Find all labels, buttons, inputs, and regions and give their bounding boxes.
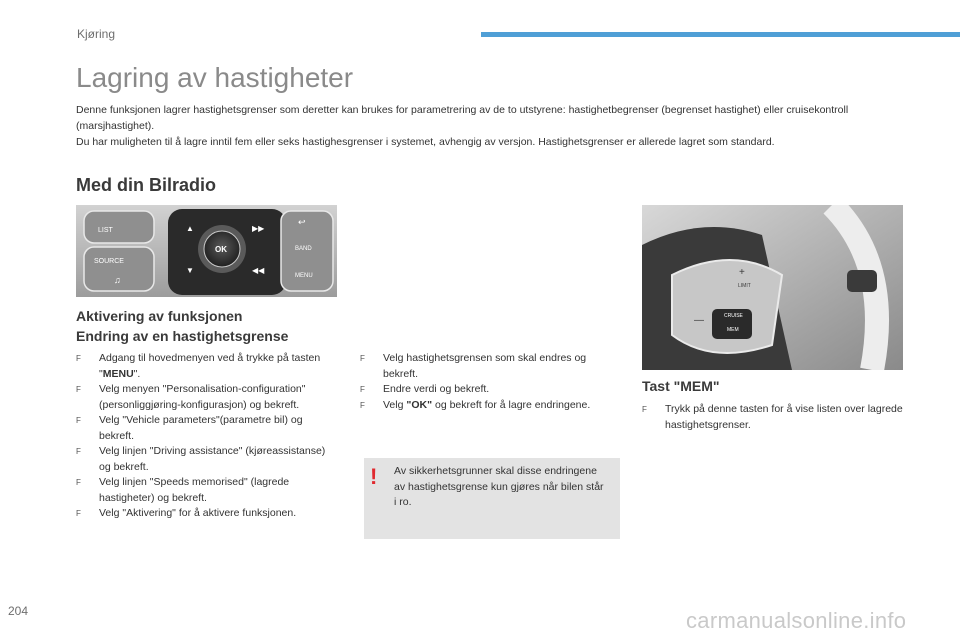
- steering-wheel-illustration: [642, 205, 903, 370]
- fast-forward-icon: ▶▶: [252, 224, 265, 233]
- minus-icon: —: [694, 315, 704, 326]
- section-heading: Med din Bilradio: [76, 175, 217, 195]
- activation-heading: Aktivering av funksjonen: [76, 308, 243, 324]
- key-name: "OK": [406, 398, 433, 411]
- intro-paragraph-1: Denne funksjonen lagrer hastighetsgrenser som deretter kan brukes for parametrering av de to utstyrene: hastighetbegrenser (begrenset hastighet) eller cruisekontroll (marsjhastighet).: [76, 104, 849, 132]
- bullet-icon: F: [360, 354, 365, 363]
- warning-icon: !: [370, 464, 378, 489]
- up-arrow-icon: ▲: [186, 224, 194, 233]
- step-text: Velg menyen "Personalisation-configuration" (personliggjøring-konfigurasjon) og bekreft.: [99, 383, 306, 411]
- page-number: 204: [8, 604, 29, 618]
- activation-steps: [76, 351, 338, 522]
- ok-button-label: OK: [215, 245, 227, 254]
- down-arrow-icon: ▼: [186, 266, 194, 275]
- list-item: [76, 506, 338, 522]
- mem-heading: Tast "MEM": [642, 378, 720, 394]
- list-item: [76, 413, 338, 444]
- step-text: Velg hastighetsgrensen som skal endres og bekreft.: [383, 352, 587, 380]
- bullet-icon: F: [76, 354, 81, 363]
- list-item: [76, 351, 338, 382]
- step-text: Velg linjen "Speeds memorised" (lagrede hastigheter) og bekreft.: [99, 476, 290, 504]
- list-item: [360, 382, 620, 398]
- step-text: Velg "Vehicle parameters"(parametre bil) og bekreft.: [99, 414, 303, 442]
- back-icon: ↩: [298, 217, 306, 227]
- band-button-label: BAND: [295, 246, 312, 252]
- steering-wheel-photo: [642, 205, 903, 370]
- step-text: Velg: [383, 398, 407, 411]
- menu-button-label: MENU: [295, 273, 313, 279]
- mem-button-label: MEM: [727, 327, 739, 333]
- warning-box: [364, 458, 620, 539]
- change-limit-heading: Endring av en hastighetsgrense: [76, 328, 289, 344]
- bullet-icon: F: [76, 447, 81, 456]
- change-steps: [360, 351, 620, 413]
- list-item: [360, 351, 620, 382]
- page-title: Lagring av hastigheter: [76, 62, 354, 93]
- step-text: Endre verdi og bekreft.: [383, 383, 490, 395]
- list-item: [360, 398, 620, 414]
- header-accent-bar: [481, 32, 960, 37]
- bullet-icon: F: [76, 509, 81, 518]
- mem-steps: [642, 402, 907, 433]
- key-name: MENU: [102, 367, 134, 380]
- section-label: Kjøring: [77, 27, 116, 41]
- step-text: Velg "Aktivering" for å aktivere funksjonen.: [99, 507, 297, 519]
- music-note-icon: ♫: [114, 275, 121, 285]
- bullet-icon: F: [642, 405, 647, 414]
- bullet-icon: F: [76, 416, 81, 425]
- limit-button-label: LIMIT: [738, 283, 751, 289]
- list-item: [642, 402, 907, 433]
- radio-panel-photo: [76, 205, 337, 297]
- intro-text: [76, 102, 916, 150]
- step-text-tail: og bekreft for å lagre endringene.: [432, 398, 591, 411]
- list-button-label: LIST: [98, 227, 113, 234]
- warning-text: Av sikkerhetsgrunner skal disse endringene av hastighetsgrense kun gjøres når bilen står i ro.: [394, 465, 604, 508]
- bullet-icon: F: [360, 385, 365, 394]
- intro-paragraph-2: Du har muligheten til å lagre inntil fem eller seks hastighesgrenser i systemet, avhengig av versjon. Hastighetsgrenser er allerede lagret som standard.: [76, 136, 775, 148]
- step-text: Adgang til hovedmenyen ved å trykke på tasten ": [99, 352, 321, 380]
- step-text-tail: ".: [133, 367, 141, 380]
- list-item: [76, 444, 338, 475]
- bullet-icon: F: [76, 478, 81, 487]
- watermark: carmanualsonline.info: [686, 608, 907, 633]
- step-text: Trykk på denne tasten for å vise listen over lagrede hastighetsgrenser.: [665, 403, 903, 431]
- radio-panel-illustration: [76, 205, 337, 297]
- bullet-icon: F: [76, 385, 81, 394]
- list-item: [76, 475, 338, 506]
- bullet-icon: F: [360, 400, 365, 410]
- cruise-button-label: CRUISE: [724, 313, 743, 319]
- plus-icon: +: [739, 267, 745, 278]
- list-item: [76, 382, 338, 413]
- step-text: Velg linjen "Driving assistance" (kjøreassistanse) og bekreft.: [99, 445, 326, 473]
- rewind-icon: ◀◀: [252, 266, 265, 275]
- source-button-label: SOURCE: [94, 258, 124, 265]
